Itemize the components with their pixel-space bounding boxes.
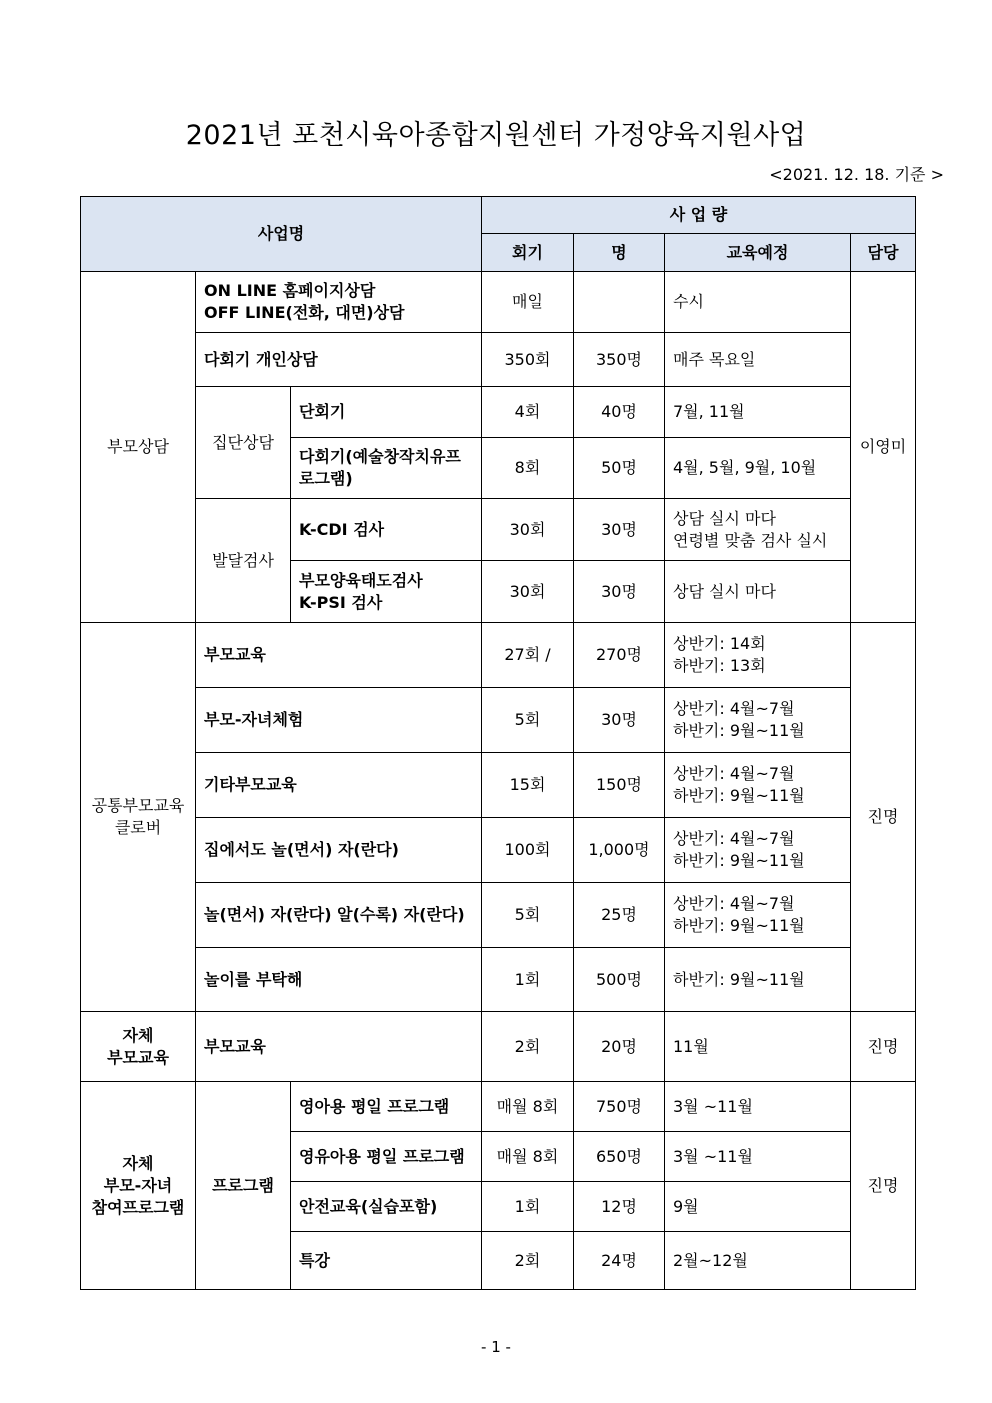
schedule-cell: 7월, 11월	[665, 387, 851, 438]
sessions-cell: 2회	[482, 1012, 574, 1082]
people-cell: 150명	[574, 753, 665, 818]
sessions-cell: 8회	[482, 438, 574, 499]
table-row	[81, 1082, 916, 1132]
schedule-cell: 3월 ~11월	[665, 1132, 851, 1182]
schedule-cell: 상담 실시 마다 연령별 맞춤 검사 실시	[665, 499, 851, 561]
table-row	[81, 499, 916, 561]
sessions-cell: 27회 /	[482, 623, 574, 688]
people-cell: 500명	[574, 948, 665, 1012]
page-number: - 1 -	[481, 1338, 511, 1356]
sessions-cell: 15회	[482, 753, 574, 818]
schedule-cell: 상반기: 4월~7월 하반기: 9월~11월	[665, 753, 851, 818]
people-cell: 50명	[574, 438, 665, 499]
row-label: 집에서도 놀(면서) 자(란다)	[196, 818, 482, 883]
schedule-cell: 상반기: 4월~7월 하반기: 9월~11월	[665, 818, 851, 883]
row-label: K-CDI 검사	[291, 499, 482, 561]
people-cell: 350명	[574, 333, 665, 387]
table-row	[81, 753, 916, 818]
sessions-cell: 30회	[482, 499, 574, 561]
schedule-cell: 상담 실시 마다	[665, 561, 851, 623]
group-label: 자체 부모교육	[81, 1012, 196, 1082]
table-row	[81, 272, 916, 333]
row-label: 다회기(예술창작치유프 로그램)	[291, 438, 482, 499]
people-cell: 650명	[574, 1132, 665, 1182]
row-label: 단회기	[291, 387, 482, 438]
table-row	[81, 333, 916, 387]
people-cell: 40명	[574, 387, 665, 438]
table-row	[81, 387, 916, 438]
header-schedule: 교육예정	[665, 234, 851, 272]
row-label: ON LINE 홈페이지상담 OFF LINE(전화, 대면)상담	[196, 272, 482, 333]
row-label: 특강	[291, 1232, 482, 1290]
header-people: 명	[574, 234, 665, 272]
subgroup-label: 집단상담	[196, 387, 291, 499]
schedule-cell: 3월 ~11월	[665, 1082, 851, 1132]
people-cell: 30명	[574, 561, 665, 623]
schedule-cell: 2월~12월	[665, 1232, 851, 1290]
sessions-cell: 100회	[482, 818, 574, 883]
row-label: 안전교육(실습포함)	[291, 1182, 482, 1232]
people-cell: 1,000명	[574, 818, 665, 883]
page-title: 2021년 포천시육아종합지원센터 가정양육지원사업	[185, 120, 807, 151]
subgroup-label: 발달검사	[196, 499, 291, 623]
people-cell: 20명	[574, 1012, 665, 1082]
group-label: 부모상담	[81, 272, 196, 623]
table-row	[81, 948, 916, 1012]
table-row	[81, 818, 916, 883]
schedule-cell: 11월	[665, 1012, 851, 1082]
sessions-cell: 매월 8회	[482, 1132, 574, 1182]
people-cell: 12명	[574, 1182, 665, 1232]
header-business-name: 사업명	[81, 197, 482, 272]
row-label: 부모교육	[196, 1012, 482, 1082]
people-cell: 270명	[574, 623, 665, 688]
schedule-cell: 상반기: 4월~7월 하반기: 9월~11월	[665, 688, 851, 753]
sessions-cell: 1회	[482, 948, 574, 1012]
row-label: 기타부모교육	[196, 753, 482, 818]
sessions-cell: 매일	[482, 272, 574, 333]
group-label: 공통부모교육 클로버	[81, 623, 196, 1012]
sessions-cell: 1회	[482, 1182, 574, 1232]
manager-cell: 이영미	[851, 272, 916, 623]
subgroup-label: 프로그램	[196, 1082, 291, 1290]
people-cell: 750명	[574, 1082, 665, 1132]
schedule-cell: 4월, 5월, 9월, 10월	[665, 438, 851, 499]
manager-cell: 진명	[851, 1082, 916, 1290]
sessions-cell: 매월 8회	[482, 1082, 574, 1132]
manager-cell: 진명	[851, 1012, 916, 1082]
schedule-cell: 상반기: 4월~7월 하반기: 9월~11월	[665, 883, 851, 948]
people-cell: 30명	[574, 688, 665, 753]
sessions-cell: 5회	[482, 883, 574, 948]
sessions-cell: 30회	[482, 561, 574, 623]
schedule-cell: 상반기: 14회 하반기: 13회	[665, 623, 851, 688]
schedule-cell: 하반기: 9월~11월	[665, 948, 851, 1012]
as-of-date: <2021. 12. 18. 기준 >	[769, 165, 944, 184]
schedule-cell: 9월	[665, 1182, 851, 1232]
table-row	[81, 883, 916, 948]
people-cell: 30명	[574, 499, 665, 561]
row-label: 부모-자녀체험	[196, 688, 482, 753]
table-row	[81, 688, 916, 753]
header-volume: 사 업 량	[482, 197, 916, 234]
schedule-cell: 수시	[665, 272, 851, 333]
row-label: 부모교육	[196, 623, 482, 688]
row-label: 다회기 개인상담	[196, 333, 482, 387]
business-table	[80, 196, 916, 1290]
manager-cell: 진명	[851, 623, 916, 1012]
sessions-cell: 2회	[482, 1232, 574, 1290]
row-label: 영유아용 평일 프로그램	[291, 1132, 482, 1182]
row-label: 영아용 평일 프로그램	[291, 1082, 482, 1132]
people-cell	[574, 272, 665, 333]
row-label: 놀(면서) 자(란다) 알(수록) 자(란다)	[196, 883, 482, 948]
people-cell: 25명	[574, 883, 665, 948]
header-manager: 담당	[851, 234, 916, 272]
header-sessions: 회기	[482, 234, 574, 272]
row-label: 부모양육태도검사 K-PSI 검사	[291, 561, 482, 623]
sessions-cell: 4회	[482, 387, 574, 438]
row-label: 놀이를 부탁해	[196, 948, 482, 1012]
sessions-cell: 5회	[482, 688, 574, 753]
sessions-cell: 350회	[482, 333, 574, 387]
table-row	[81, 623, 916, 688]
schedule-cell: 매주 목요일	[665, 333, 851, 387]
group-label: 자체 부모-자녀 참여프로그램	[81, 1082, 196, 1290]
table-row	[81, 1012, 916, 1082]
people-cell: 24명	[574, 1232, 665, 1290]
